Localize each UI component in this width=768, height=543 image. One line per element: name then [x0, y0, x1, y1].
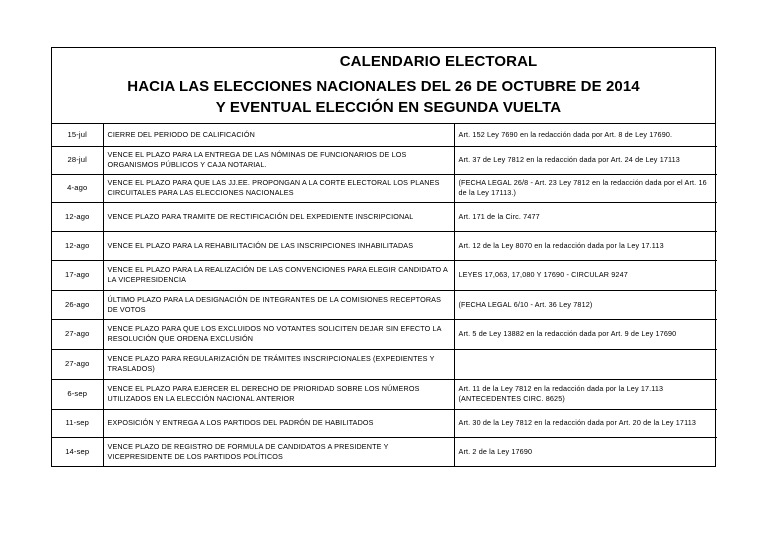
event-cell: VENCE EL PLAZO PARA LA ENTREGA DE LAS NÓMINAS DE FUNCIONARIOS DE LOS ORGANISMOS PÚBLICOS Y CAJA NOTARIAL.: [103, 146, 454, 174]
reference-cell: Art. 11 de la Ley 7812 en la redacción dada por la Ley 17.113 (ANTECEDENTES CIRC. 8625): [454, 379, 717, 409]
reference-cell: (FECHA LEGAL 26/8 - Art. 23 Ley 7812 en la redacción dada por el Art. 16 de la Ley 17113.): [454, 174, 717, 202]
calendar-sheet: [51, 47, 716, 467]
reference-cell: Art. 30 de la Ley 7812 en la redacción dada por Art. 20 de la Ley 17113: [454, 409, 717, 437]
reference-cell: Art. 2 de la Ley 17690: [454, 437, 717, 466]
table-row: [52, 231, 717, 260]
date-cell: 17-ago: [52, 260, 103, 290]
event-cell: EXPOSICIÓN Y ENTREGA A LOS PARTIDOS DEL PADRÓN DE HABILITADOS: [103, 409, 454, 437]
reference-cell: [454, 349, 717, 379]
title-block: [52, 48, 715, 124]
document-title: CALENDARIO ELECTORAL: [339, 53, 538, 70]
date-cell: 12-ago: [52, 202, 103, 231]
table-row: [52, 409, 717, 437]
table-row: [52, 124, 717, 146]
reference-cell: (FECHA LEGAL 6/10 - Art. 36 Ley 7812): [454, 290, 717, 319]
reference-cell: Art. 152 Ley 7690 en la redacción dada por Art. 8 de Ley 17690.: [454, 124, 717, 146]
date-cell: 15-jul: [52, 124, 103, 146]
table-row: [52, 437, 717, 466]
date-cell: 26-ago: [52, 290, 103, 319]
event-cell: VENCE PLAZO PARA QUE LOS EXCLUIDOS NO VOTANTES SOLICITEN DEJAR SIN EFECTO LA RESOLUCIÓN QUE ORDENA EXCLUSIÓN: [103, 319, 454, 349]
reference-cell: LEYES 17,063, 17,080 Y 17690 - CIRCULAR 9247: [454, 260, 717, 290]
date-cell: 14-sep: [52, 437, 103, 466]
date-cell: 27-ago: [52, 319, 103, 349]
reference-cell: Art. 12 de la Ley 8070 en la redacción dada por la Ley 17.113: [454, 231, 717, 260]
document-subtitle-2: Y EVENTUAL ELECCIÓN EN SEGUNDA VUELTA: [215, 99, 562, 116]
reference-cell: Art. 171 de la Circ. 7477: [454, 202, 717, 231]
event-cell: VENCE EL PLAZO PARA LA REALIZACIÓN DE LAS CONVENCIONES PARA ELEGIR CANDIDATO A LA VICEPRESIDENCIA: [103, 260, 454, 290]
table-row: [52, 290, 717, 319]
calendar-table: [52, 124, 717, 466]
date-cell: 11-sep: [52, 409, 103, 437]
table-row: [52, 260, 717, 290]
event-cell: VENCE EL PLAZO PARA QUE LAS JJ.EE. PROPONGAN A LA CORTE ELECTORAL LOS PLANES CIRCUITALES PARA LAS ELECCIONES NACIONALES: [103, 174, 454, 202]
table-row: [52, 319, 717, 349]
document-subtitle: HACIA LAS ELECCIONES NACIONALES DEL 26 DE OCTUBRE DE 2014: [127, 78, 640, 95]
event-cell: VENCE EL PLAZO PARA LA REHABILITACIÓN DE LAS INSCRIPCIONES INHABILITADAS: [103, 231, 454, 260]
table-row: [52, 379, 717, 409]
event-cell: VENCE PLAZO PARA REGULARIZACIÓN DE TRÁMITES INSCRIPCIONALES (EXPEDIENTES Y TRASLADOS): [103, 349, 454, 379]
reference-cell: Art. 5 de Ley 13882 en la redacción dada por Art. 9 de Ley 17690: [454, 319, 717, 349]
event-cell: ÚLTIMO PLAZO PARA LA DESIGNACIÓN DE INTEGRANTES DE LA COMISIONES RECEPTORAS DE VOTOS: [103, 290, 454, 319]
date-cell: 4-ago: [52, 174, 103, 202]
table-row: [52, 146, 717, 174]
table-row: [52, 174, 717, 202]
event-cell: CIERRE DEL PERIODO DE CALIFICACIÓN: [103, 124, 454, 146]
date-cell: 28-jul: [52, 146, 103, 174]
date-cell: 12-ago: [52, 231, 103, 260]
event-cell: VENCE EL PLAZO PARA EJERCER EL DERECHO DE PRIORIDAD SOBRE LOS NÚMEROS UTILIZADOS EN LA ELECCIÓN NACIONAL ANTERIOR: [103, 379, 454, 409]
reference-cell: Art. 37 de Ley 7812 en la redacción dada por Art. 24 de Ley 17113: [454, 146, 717, 174]
event-cell: VENCE PLAZO PARA TRAMITE DE RECTIFICACIÓN DEL EXPEDIENTE INSCRIPCIONAL: [103, 202, 454, 231]
event-cell: VENCE PLAZO DE REGISTRO DE FORMULA DE CANDIDATOS A PRESIDENTE Y VICEPRESIDENTE DE LOS PARTIDOS POLÍTICOS: [103, 437, 454, 466]
table-row: [52, 202, 717, 231]
table-row: [52, 349, 717, 379]
date-cell: 6-sep: [52, 379, 103, 409]
date-cell: 27-ago: [52, 349, 103, 379]
